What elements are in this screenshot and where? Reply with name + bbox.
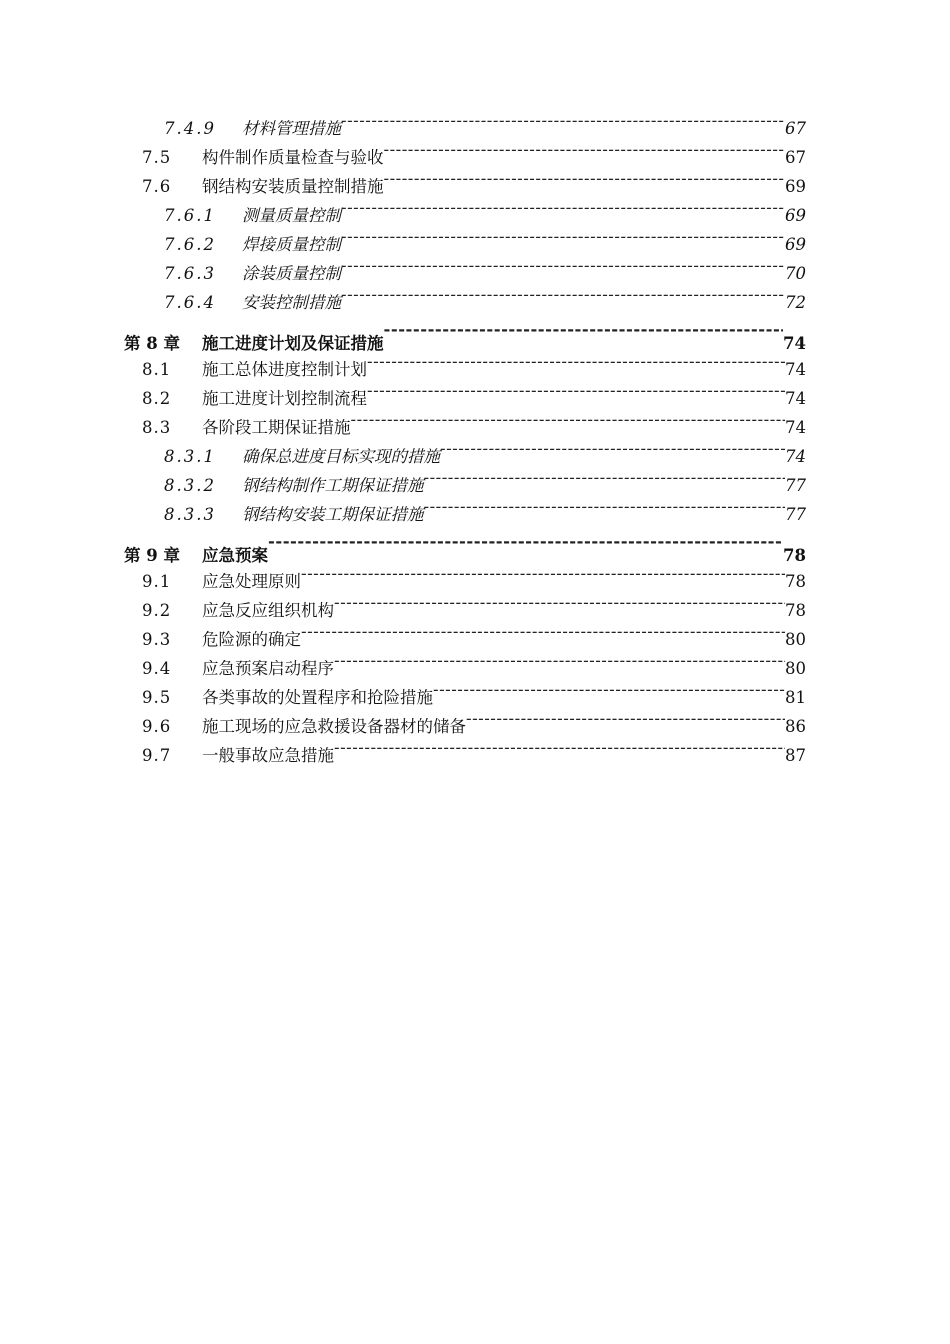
toc-leader-dashes	[334, 648, 785, 674]
toc-leader-dashes	[301, 561, 785, 587]
toc-leader-dashes	[424, 494, 786, 520]
toc-leader-dashes	[466, 706, 785, 732]
toc-entry-page: 70	[785, 264, 806, 283]
toc-entry-number: 8.3.3	[164, 505, 216, 524]
toc-entry-number: 7.6	[142, 177, 172, 196]
toc-entry[interactable]	[124, 195, 806, 224]
toc-entry-number: 9.3	[142, 630, 172, 649]
toc-entry-title: 应急反应组织机构	[202, 601, 334, 620]
toc-leader-dashes	[433, 677, 785, 703]
toc-entry-number: 7.6.2	[164, 235, 216, 254]
toc-entry[interactable]	[124, 253, 806, 282]
toc-leader-dashes	[341, 195, 785, 221]
toc-entry-number: 7.4.9	[164, 119, 216, 138]
toc-entry-title: 安装控制措施	[242, 293, 341, 312]
toc-entry-number: 8.1	[142, 360, 172, 379]
toc-entry[interactable]	[124, 378, 806, 407]
toc-leader-dashes	[367, 378, 785, 404]
toc-entry-page: 74	[785, 418, 806, 437]
toc-entry-page: 72	[785, 293, 806, 312]
toc-entry-page: 87	[785, 746, 806, 765]
toc-leader-dashes	[384, 311, 784, 349]
toc-entry-page: 77	[785, 505, 806, 524]
toc-entry-title: 施工现场的应急救援设备器材的储备	[202, 717, 466, 736]
toc-entry-page: 69	[785, 177, 806, 196]
toc-entry-title: 材料管理措施	[242, 119, 341, 138]
toc-leader-dashes	[334, 590, 785, 616]
toc-leader-dashes	[268, 523, 783, 561]
toc-entry-title: 焊接质量控制	[242, 235, 341, 254]
toc-entry-page: 78	[785, 601, 806, 620]
toc-entry-title: 测量质量控制	[242, 206, 341, 225]
toc-entry[interactable]	[124, 137, 806, 166]
toc-entry-title: 施工进度计划控制流程	[202, 389, 367, 408]
toc-leader-dashes	[341, 224, 785, 250]
toc-entry-title: 钢结构安装工期保证措施	[242, 505, 424, 524]
toc-entry-page: 81	[785, 688, 806, 707]
toc-leader-dashes	[424, 465, 786, 491]
toc-entry-title: 构件制作质量检查与验收	[202, 148, 384, 167]
toc-entry[interactable]	[124, 224, 806, 253]
toc-entry-title: 施工进度计划及保证措施	[202, 334, 384, 353]
toc-entry-page: 86	[785, 717, 806, 736]
toc-entry-title: 应急预案	[202, 546, 268, 565]
toc-leader-dashes	[341, 282, 785, 308]
toc-entry-page: 74	[785, 360, 806, 379]
toc-leader-dashes	[334, 735, 785, 761]
toc-entry-title: 各阶段工期保证措施	[202, 418, 351, 437]
toc-entry[interactable]	[124, 648, 806, 677]
toc-entry-page: 69	[785, 235, 806, 254]
toc-leader-dashes	[341, 253, 785, 279]
toc-entry[interactable]	[124, 436, 806, 465]
toc-leader-dashes	[351, 407, 786, 433]
table-of-contents	[124, 108, 806, 764]
toc-entry-title: 确保总进度目标实现的措施	[242, 447, 440, 466]
toc-entry-number: 9.7	[142, 746, 172, 765]
toc-entry[interactable]	[124, 735, 806, 764]
toc-chapter-entry[interactable]	[124, 311, 806, 353]
toc-entry[interactable]	[124, 590, 806, 619]
toc-leader-dashes	[384, 137, 786, 163]
toc-entry-title: 钢结构制作工期保证措施	[242, 476, 424, 495]
toc-entry-number: 9.5	[142, 688, 172, 707]
toc-entry-number: 9.2	[142, 601, 172, 620]
toc-entry-title: 施工总体进度控制计划	[202, 360, 367, 379]
toc-entry-number: 9.4	[142, 659, 172, 678]
toc-entry-number: 7.6.3	[164, 264, 216, 283]
toc-entry-page: 69	[785, 206, 806, 225]
toc-entry-page: 80	[785, 630, 806, 649]
toc-entry-number: 8.3	[142, 418, 172, 437]
toc-entry[interactable]	[124, 282, 806, 311]
toc-entry[interactable]	[124, 494, 806, 523]
toc-entry[interactable]	[124, 166, 806, 195]
toc-entry-page: 74	[783, 334, 806, 353]
toc-entry-number: 7.5	[142, 148, 172, 167]
toc-entry[interactable]	[124, 561, 806, 590]
toc-entry-page: 67	[785, 148, 806, 167]
toc-entry-page: 80	[785, 659, 806, 678]
toc-entry-title: 一般事故应急措施	[202, 746, 334, 765]
toc-entry[interactable]	[124, 677, 806, 706]
toc-entry[interactable]	[124, 706, 806, 735]
toc-entry-page: 77	[785, 476, 806, 495]
toc-entry-number: 8.3.2	[164, 476, 216, 495]
toc-entry-page: 74	[785, 389, 806, 408]
toc-entry-number: 7.6.1	[164, 206, 216, 225]
toc-entry-title: 危险源的确定	[202, 630, 301, 649]
toc-leader-dashes	[367, 349, 785, 375]
toc-chapter-entry[interactable]	[124, 523, 806, 565]
toc-entry[interactable]	[124, 349, 806, 378]
toc-entry-title: 应急处理原则	[202, 572, 301, 591]
toc-entry-title: 应急预案启动程序	[202, 659, 334, 678]
toc-entry-number: 9.6	[142, 717, 172, 736]
toc-entry-number: 第 8 章	[124, 334, 180, 353]
toc-entry-page: 78	[785, 572, 806, 591]
toc-entry[interactable]	[124, 465, 806, 494]
toc-entry-title: 各类事故的处置程序和抢险措施	[202, 688, 433, 707]
toc-leader-dashes	[301, 619, 785, 645]
toc-entry-page: 74	[785, 447, 806, 466]
toc-entry[interactable]	[124, 108, 806, 137]
toc-entry-number: 第 9 章	[124, 546, 180, 565]
toc-entry[interactable]	[124, 407, 806, 436]
toc-leader-dashes	[440, 436, 785, 462]
toc-entry-page: 78	[783, 546, 806, 565]
toc-entry-title: 涂装质量控制	[242, 264, 341, 283]
toc-entry-title: 钢结构安装质量控制措施	[202, 177, 384, 196]
toc-entry-number: 7.6.4	[164, 293, 216, 312]
toc-entry-page: 67	[785, 119, 806, 138]
toc-leader-dashes	[341, 108, 785, 134]
toc-entry-number: 9.1	[142, 572, 172, 591]
toc-entry[interactable]	[124, 619, 806, 648]
toc-leader-dashes	[384, 166, 786, 192]
toc-entry-number: 8.3.1	[164, 447, 216, 466]
toc-entry-number: 8.2	[142, 389, 172, 408]
